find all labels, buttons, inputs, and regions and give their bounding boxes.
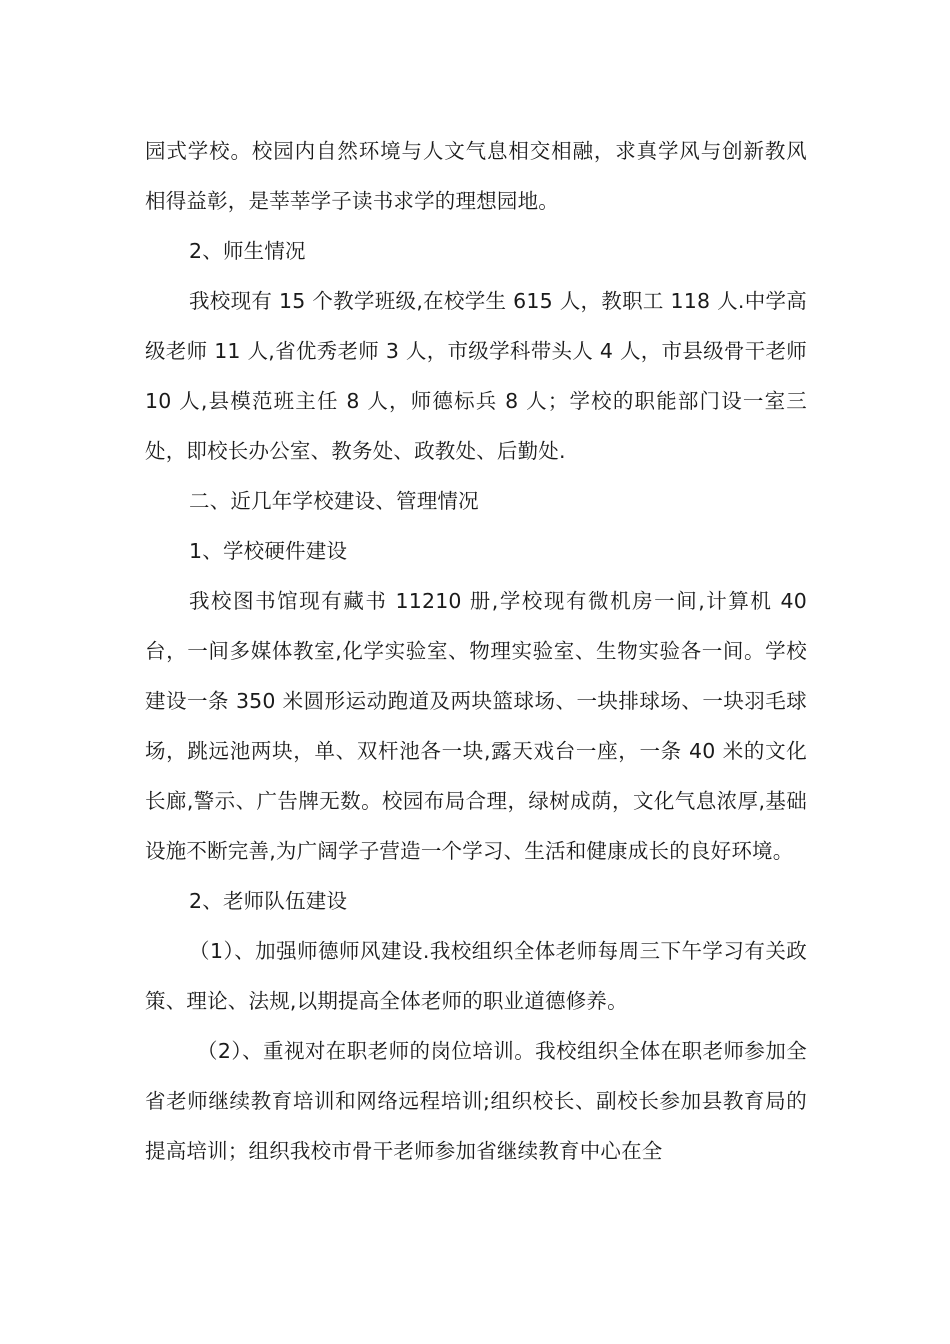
heading-hardware-construction: 1、学校硬件建设 [189,539,348,563]
paragraph-staff-stats: 我校现有 15 个教学班级,在校学生 615 人，教职工 118 人.中学高级老师 11 人,省优秀老师 3 人，市级学科带头人 4 人，市县级骨干老师 10 人,县模范班主任 8 人，师德标兵 8 人；学校的职能部门设一室三处，即校长办公室、教务处、政教处、后勤处. [145,289,807,463]
heading-teacher-student-situation: 2、师生情况 [189,239,306,263]
paragraph-ethics-building: （1）、加强师德师风建设.我校组织全体老师每周三下午学习有关政策、理论、法规,以期提高全体老师的职业道德修养。 [145,939,807,1013]
document-page [145,126,807,1176]
heading-teacher-team-building: 2、老师队伍建设 [189,889,348,913]
heading-recent-construction: 二、近几年学校建设、管理情况 [189,489,479,513]
paragraph-facilities: 我校图书馆现有藏书 11210 册,学校现有微机房一间,计算机 40 台，一间多媒体教室,化学实验室、物理实验室、生物实验各一间。学校建设一条 350 米圆形运动跑道及两块篮球场、一块排球场、一块羽毛球场，跳远池两块，单、双杆池各一块,露天戏台一座，一条 40 米的文化长廊,警示、广告牌无数。校园布局合理，绿树成荫，文化气息浓厚,基础设施不断完善,为广阔学子营造一个学习、生活和健康成长的良好环境。 [145,589,807,863]
paragraph-job-training: （2）、重视对在职老师的岗位培训。我校组织全体在职老师参加全省老师继续教育培训和网络远程培训;组织校长、副校长参加县教育局的提高培训；组织我校市骨干老师参加省继续教育中心在全 [145,1039,807,1163]
paragraph-school-intro-continued: 园式学校。校园内自然环境与人文气息相交相融，求真学风与创新教风相得益彰，是莘莘学子读书求学的理想园地。 [145,139,807,213]
